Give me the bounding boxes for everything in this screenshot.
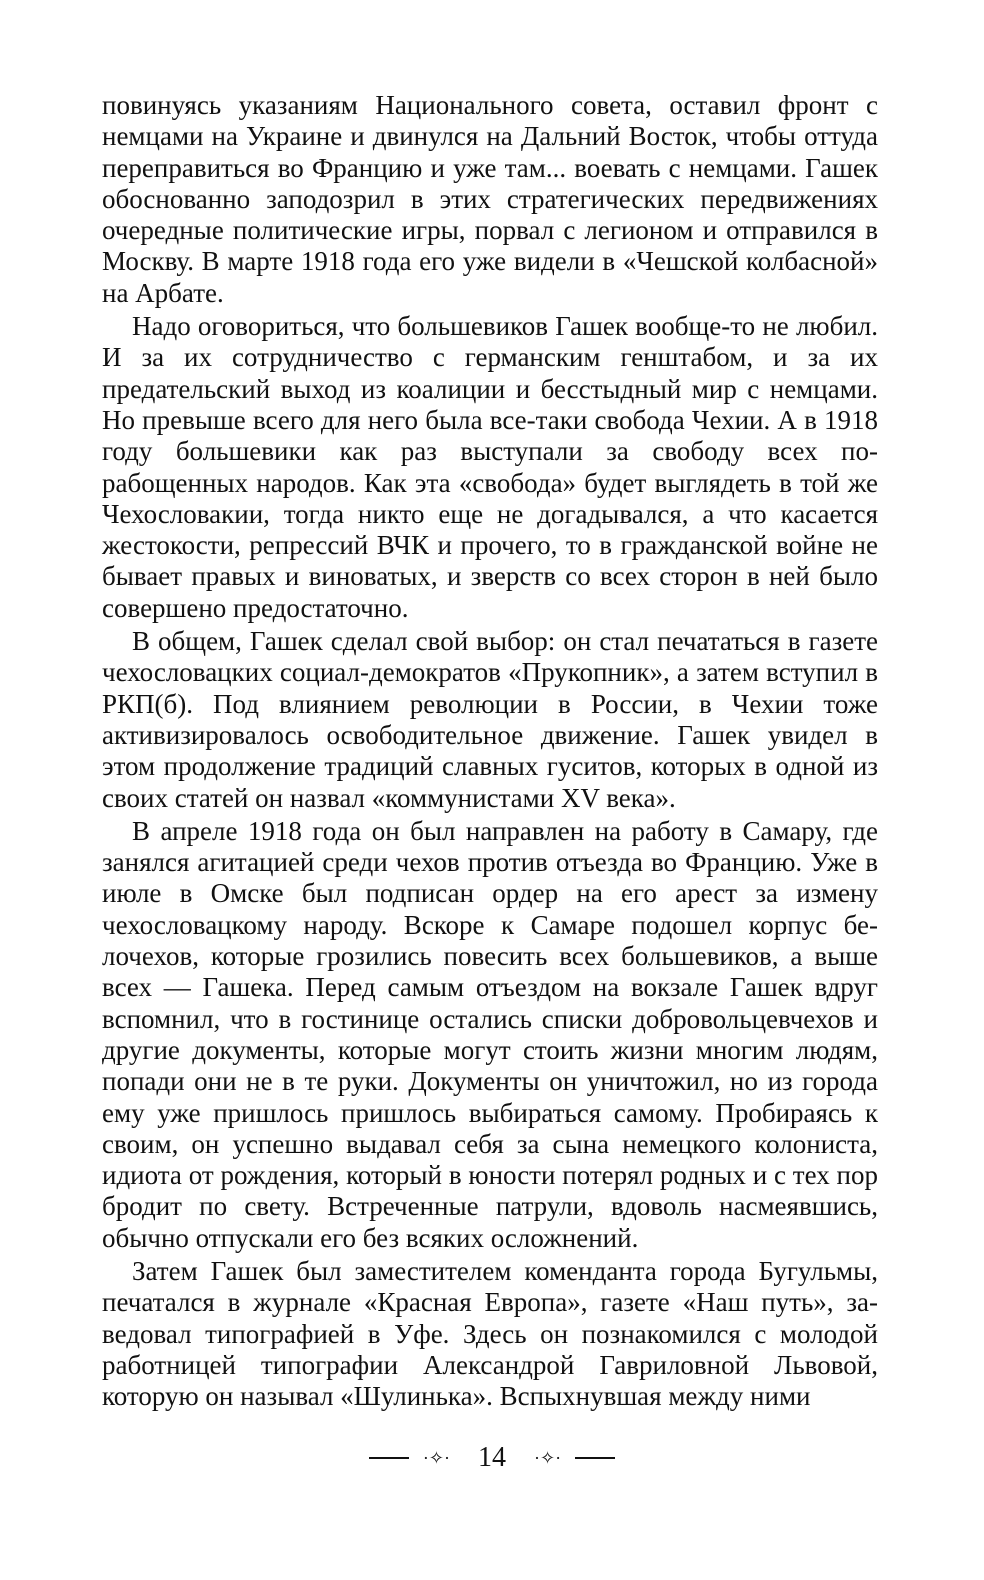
body-text xyxy=(102,90,878,1412)
paragraph-3: В общем, Гашек сделал свой выбор: он стал печататься в газете чехословацких социал-демократов «Прукопник», а затем вступил в РКП(б). Под влиянием революции в России, в Чехии тоже активизировалось освободительное движение. Гашек увидел в этом продолжение традиций славных гуситов, которых в одной из своих статей он назвал «коммунистами XV века». xyxy=(102,626,878,813)
right-ornament-icon: ·✧· xyxy=(534,1448,562,1468)
paragraph-4: В апреле 1918 года он был направлен на работу в Самару, где занялся агитацией среди чехов против отъезда во Францию. Уже в июле в Омске был подписан ордер на его арест за измену чехословацкому народу. Вскоре к Самаре подошел корпус белочехов, которые грозились повесить всех большевиков, а выше всех — Гашека. Перед самым отъездом на вокзале Гашек вдруг вспомнил, что в гостинице остались списки добровольцевчехов и другие документы, которые могут стоить жизни многим людям, попади они не в те руки. Документы он уничтожил, но из города ему уже пришлось пришлось выбираться самому. Пробираясь к своим, он успешно выдавал себя за сына немецкого колониста, идиота от рождения, который в юности потерял родных и с тех пор бродит по свету. Встреченные патрули, вдоволь насмеявшись, обычно отпускали его без всяких осложнений. xyxy=(102,815,878,1253)
left-ornament-icon: ·✧· xyxy=(422,1448,450,1468)
paragraph-2: Надо оговориться, что большевиков Гашек вообще-то не любил. И за их сотрудничество с германским генштабом, и за их предательский выход из коалиции и бесстыдный мир с немцами. Но превыше всего для него была все-таки свобода Чехии. А в 1918 году большевики как раз выступали за свободу всех порабощенных народов. Как эта «свобода» будет выглядеть в той же Чехословакии, тогда никто еще не догадывался, а что касается жестокости, репрессий ВЧК и прочего, то в гражданской войне не бывает правых и виноватых, и зверств со всех сторон в ней было совершено предостаточно. xyxy=(102,311,878,623)
page-number: 14 xyxy=(478,1442,506,1473)
left-rule xyxy=(369,1457,409,1459)
right-rule xyxy=(575,1457,615,1459)
paragraph-1: повинуясь указаниям Национального совета, оставил фронт с немцами на Украине и двинулся на Дальний Восток, чтобы оттуда переправиться во Францию и уже там... воевать с немцами. Гашек обоснованно заподозрил в этих стратегических передвижениях очередные политические игры, порвал с легионом и отправился в Москву. В марте 1918 года его уже видели в «Чешской колбасной» на Арбате. xyxy=(102,90,878,308)
page-footer xyxy=(0,1442,984,1474)
paragraph-5: Затем Гашек был заместителем коменданта города Бугульмы, печатался в журнале «Красная Европа», газете «Наш путь», заведовал типографией в Уфе. Здесь он познакомился с молодой работницей типографии Александрой Гавриловной Львовой, которую он называл «Шулинька». Вспыхнувшая между ними xyxy=(102,1255,878,1412)
